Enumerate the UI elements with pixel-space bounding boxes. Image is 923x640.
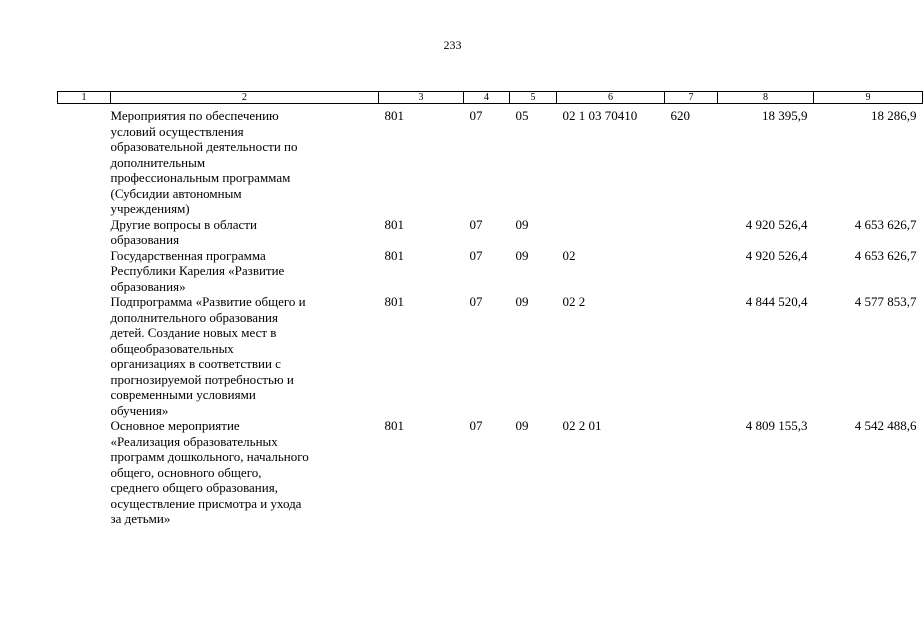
ministry-code-cell: 801 bbox=[384, 108, 404, 123]
item-name: Государственная программа Республики Карелия «Развитие образования» bbox=[110, 247, 285, 294]
amount-2-cell: 4 653 626,7 bbox=[854, 216, 917, 232]
expense-type-cell bbox=[665, 217, 718, 248]
table-body bbox=[58, 104, 923, 527]
ministry-code-cell: 801 bbox=[384, 216, 404, 232]
item-name-cell bbox=[111, 418, 379, 527]
ministry-code-cell: 801 bbox=[384, 418, 404, 433]
subsection-code-cell: 09 bbox=[515, 418, 529, 433]
table-row bbox=[58, 248, 923, 295]
column-header-6: 6 bbox=[557, 92, 665, 104]
row-index-cell bbox=[58, 418, 111, 527]
column-header-4: 4 bbox=[464, 92, 510, 104]
subsection-code-cell: 09 bbox=[515, 216, 529, 232]
section-code-cell: 07 bbox=[469, 294, 483, 309]
section-code-cell: 07 bbox=[469, 418, 483, 433]
subsection-code-cell: 09 bbox=[515, 247, 529, 263]
target-code-cell bbox=[557, 217, 665, 248]
item-name-cell bbox=[111, 294, 379, 418]
subsection-code-cell: 05 bbox=[515, 108, 529, 123]
table-row bbox=[58, 217, 923, 248]
column-header-5: 5 bbox=[510, 92, 557, 104]
budget-table bbox=[57, 91, 923, 527]
column-number-row bbox=[58, 92, 923, 104]
column-header-7: 7 bbox=[665, 92, 718, 104]
section-code-cell: 07 bbox=[469, 247, 483, 263]
column-header-3: 3 bbox=[379, 92, 464, 104]
amount-2-cell: 18 286,9 bbox=[871, 108, 917, 123]
row-index-cell bbox=[58, 248, 111, 295]
target-code-cell: 02 1 03 70410 bbox=[562, 108, 638, 123]
item-name-cell bbox=[111, 217, 379, 248]
row-index-cell bbox=[58, 294, 111, 418]
column-header-1: 1 bbox=[58, 92, 111, 104]
section-code-cell: 07 bbox=[469, 108, 483, 123]
row-index-cell bbox=[58, 217, 111, 248]
expense-type-cell bbox=[665, 248, 718, 295]
amount-2-cell: 4 577 853,7 bbox=[854, 294, 917, 309]
column-header-8: 8 bbox=[718, 92, 814, 104]
item-name: Мероприятия по обеспечению условий осуществления образовательной деятельности по дополнительным профессиональным программам (Субсидии автономным учреждениям) bbox=[110, 108, 298, 216]
table-row bbox=[58, 104, 923, 217]
row-index-cell bbox=[58, 104, 111, 217]
target-code-cell: 02 bbox=[562, 247, 576, 263]
column-header-9: 9 bbox=[814, 92, 923, 104]
target-code-cell: 02 2 01 bbox=[562, 418, 602, 433]
ministry-code-cell: 801 bbox=[384, 294, 404, 309]
expense-type-cell: 620 bbox=[670, 108, 690, 123]
amount-1-cell: 18 395,9 bbox=[762, 108, 808, 123]
expense-type-cell bbox=[665, 294, 718, 418]
page-number: 233 bbox=[443, 38, 462, 52]
amount-2-cell: 4 542 488,6 bbox=[854, 418, 917, 433]
table-row bbox=[58, 418, 923, 527]
amount-1-cell: 4 809 155,3 bbox=[745, 418, 808, 433]
amount-1-cell: 4 920 526,4 bbox=[745, 216, 808, 232]
amount-1-cell: 4 920 526,4 bbox=[745, 247, 808, 263]
column-header-2: 2 bbox=[111, 92, 379, 104]
expense-type-cell bbox=[665, 418, 718, 527]
amount-1-cell: 4 844 520,4 bbox=[745, 294, 808, 309]
target-code-cell: 02 2 bbox=[562, 294, 586, 309]
item-name: Основное мероприятие «Реализация образовательных программ дошкольного, начального общего, основного общего, среднего общего образования, осуществление присмотра и ухода за детьми» bbox=[110, 418, 309, 526]
item-name: Подпрограмма «Развитие общего и дополнительного образования детей. Создание новых мест в общеобразовательных организациях в соответствии с прогнозируемой потребностью и современными условиями обучения» bbox=[110, 294, 306, 418]
item-name-cell bbox=[111, 104, 379, 217]
table-header bbox=[58, 92, 923, 104]
table-row bbox=[58, 294, 923, 418]
item-name-cell bbox=[111, 248, 379, 295]
section-code-cell: 07 bbox=[469, 216, 483, 232]
amount-2-cell: 4 653 626,7 bbox=[854, 247, 917, 263]
ministry-code-cell: 801 bbox=[384, 247, 404, 263]
item-name: Другие вопросы в области образования bbox=[110, 216, 257, 247]
subsection-code-cell: 09 bbox=[515, 294, 529, 309]
